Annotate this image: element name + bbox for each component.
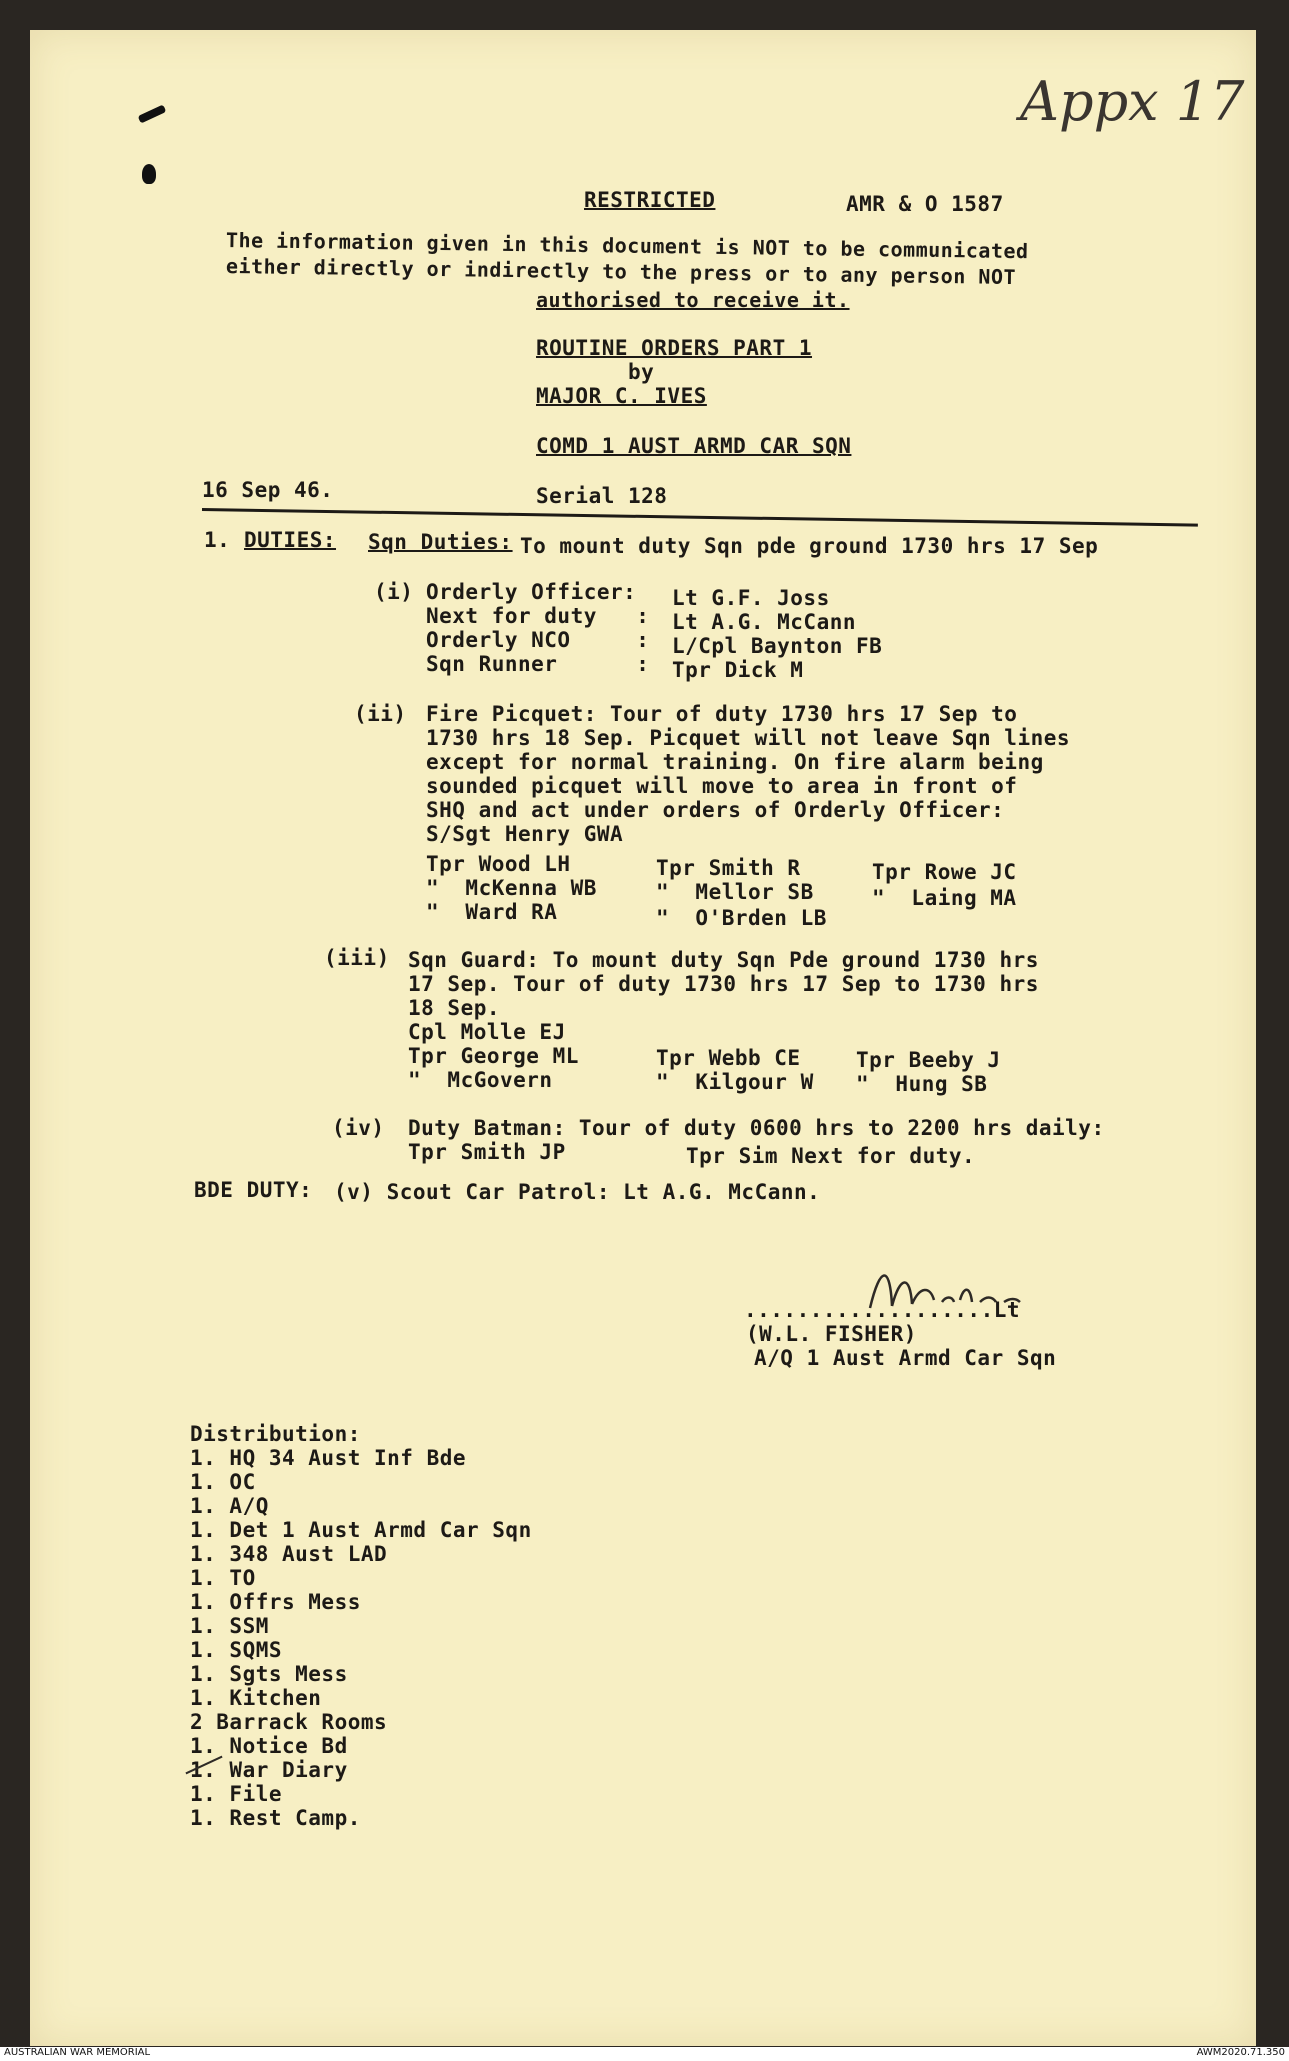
guard-member: " McGovern — [408, 1068, 553, 1092]
distribution-item: 2 Barrack Rooms — [190, 1710, 388, 1734]
picquet-member: " Ward RA — [426, 900, 558, 924]
distribution-item: 1. File — [190, 1782, 283, 1806]
picquet-line: 1730 hrs 18 Sep. Picquet will not leave Sqn lines — [426, 726, 1071, 750]
duty-role: Orderly NCO : — [426, 628, 650, 652]
duty-role: Next for duty : — [426, 604, 650, 628]
distribution-heading: Distribution: — [190, 1422, 361, 1446]
duty-role: Sqn Runner : — [426, 652, 650, 676]
picquet-member: " McKenna WB — [426, 876, 597, 900]
reference-number: AMR & O 1587 — [846, 192, 1004, 216]
guard-member: Tpr Webb CE — [656, 1046, 801, 1070]
distribution-item: 1. Rest Camp. — [190, 1806, 361, 1830]
picquet-member: " O'Brden LB — [656, 906, 827, 930]
picquet-member: " Mellor SB — [656, 880, 814, 904]
picquet-member: Tpr Wood LH — [426, 852, 571, 876]
guard-member: " Hung SB — [856, 1072, 988, 1096]
unit-name: COMD 1 AUST ARMD CAR SQN — [536, 434, 852, 458]
part-number: (i) — [374, 580, 414, 604]
picquet-member: Tpr Smith R — [656, 856, 801, 880]
distribution-item: 1. A/Q — [190, 1494, 269, 1518]
batman-name: Tpr Smith JP — [408, 1140, 566, 1164]
guard-line: Sqn Guard: To mount duty Sqn Pde ground 1730 hrs — [408, 948, 1039, 972]
distribution-item: 1. Notice Bd — [190, 1734, 348, 1758]
picquet-line: S/Sgt Henry GWA — [426, 822, 624, 846]
duty-role: Orderly Officer: — [426, 580, 637, 604]
archive-name: AUSTRALIAN WAR MEMORIAL — [4, 2047, 151, 2058]
guard-member: " Kilgour W — [656, 1070, 814, 1094]
picquet-member: Tpr Rowe JC — [872, 860, 1017, 884]
notice-line: either directly or indirectly to the press or to any person NOT — [225, 254, 1017, 290]
notice-line: authorised to receive it. — [536, 288, 850, 312]
commander-name: MAJOR C. IVES — [536, 384, 707, 408]
part-number: (ii) — [354, 702, 407, 726]
archive-reference: AWM2020.71.350 — [1196, 2047, 1285, 2058]
distribution-item: 1. 348 Aust LAD — [190, 1542, 388, 1566]
picquet-member: " Laing MA — [872, 886, 1017, 910]
signatory-title: A/Q 1 Aust Armd Car Sqn — [754, 1346, 1057, 1370]
guard-line: 18 Sep. — [408, 996, 501, 1020]
guard-member: Tpr George ML — [408, 1044, 579, 1068]
section-text: To mount duty Sqn pde ground 1730 hrs 17 Sep — [520, 534, 1099, 558]
signatory-name: (W.L. FISHER) — [746, 1322, 917, 1346]
distribution-item: 1. SQMS — [190, 1638, 283, 1662]
bde-duty-label: BDE DUTY: — [194, 1178, 313, 1202]
duty-name: Tpr Dick M — [672, 658, 804, 682]
distribution-item: 1. Offrs Mess — [190, 1590, 361, 1614]
guard-member: Tpr Beeby J — [856, 1048, 1001, 1072]
distribution-item: 1. TO — [190, 1566, 256, 1590]
document-page — [30, 30, 1256, 2046]
notice-line: The information given in this document is NOT to be communicated — [225, 228, 1029, 264]
duty-name: Lt G.F. Joss — [672, 586, 830, 610]
signature-line: ...................Lt — [744, 1298, 1021, 1322]
orders-title: ROUTINE ORDERS PART 1 — [536, 336, 813, 360]
section-heading: DUTIES: — [244, 528, 337, 552]
picquet-line: sounded picquet will move to area in front of — [426, 774, 1018, 798]
order-date: 16 Sep 46. — [202, 478, 334, 502]
part-number: (iii) — [324, 946, 390, 970]
distribution-item: 1. Sgts Mess — [190, 1662, 348, 1686]
picquet-line: SHQ and act under orders of Orderly Officer: — [426, 798, 1005, 822]
distribution-item: 1. Kitchen — [190, 1686, 322, 1710]
section-number: 1. — [204, 528, 231, 552]
guard-line: 17 Sep. Tour of duty 1730 hrs 17 Sep to 1730 hrs — [408, 972, 1039, 996]
distribution-item: 1. OC — [190, 1470, 256, 1494]
classification-label: RESTRICTED — [584, 188, 716, 212]
picquet-line: Fire Picquet: Tour of duty 1730 hrs 17 Sep to — [426, 702, 1018, 726]
archive-footer — [0, 2047, 1289, 2061]
guard-line: Cpl Molle EJ — [408, 1020, 566, 1044]
distribution-item: 1. SSM — [190, 1614, 269, 1638]
bde-duty-text: (v) Scout Car Patrol: Lt A.G. McCann. — [334, 1180, 821, 1204]
header-rule — [202, 508, 1198, 527]
distribution-item: 1. HQ 34 Aust Inf Bde — [190, 1446, 467, 1470]
punch-mark — [138, 104, 167, 123]
batman-next: Tpr Sim Next for duty. — [686, 1144, 976, 1168]
duty-name: L/Cpl Baynton FB — [672, 634, 883, 658]
picquet-line: except for normal training. On fire alarm being — [426, 750, 1044, 774]
serial-number: Serial 128 — [536, 484, 668, 508]
duty-name: Lt A.G. McCann — [672, 610, 857, 634]
punch-mark — [142, 164, 156, 184]
distribution-item: 1. War Diary — [190, 1758, 348, 1782]
batman-line: Duty Batman: Tour of duty 0600 hrs to 2200 hrs daily: — [408, 1116, 1105, 1140]
appendix-annotation: Appx 17 — [1020, 70, 1245, 133]
distribution-item: 1. Det 1 Aust Armd Car Sqn — [190, 1518, 532, 1542]
orders-by: by — [628, 360, 655, 384]
section-subheading: Sqn Duties: — [368, 530, 513, 554]
part-number: (iv) — [332, 1116, 385, 1140]
